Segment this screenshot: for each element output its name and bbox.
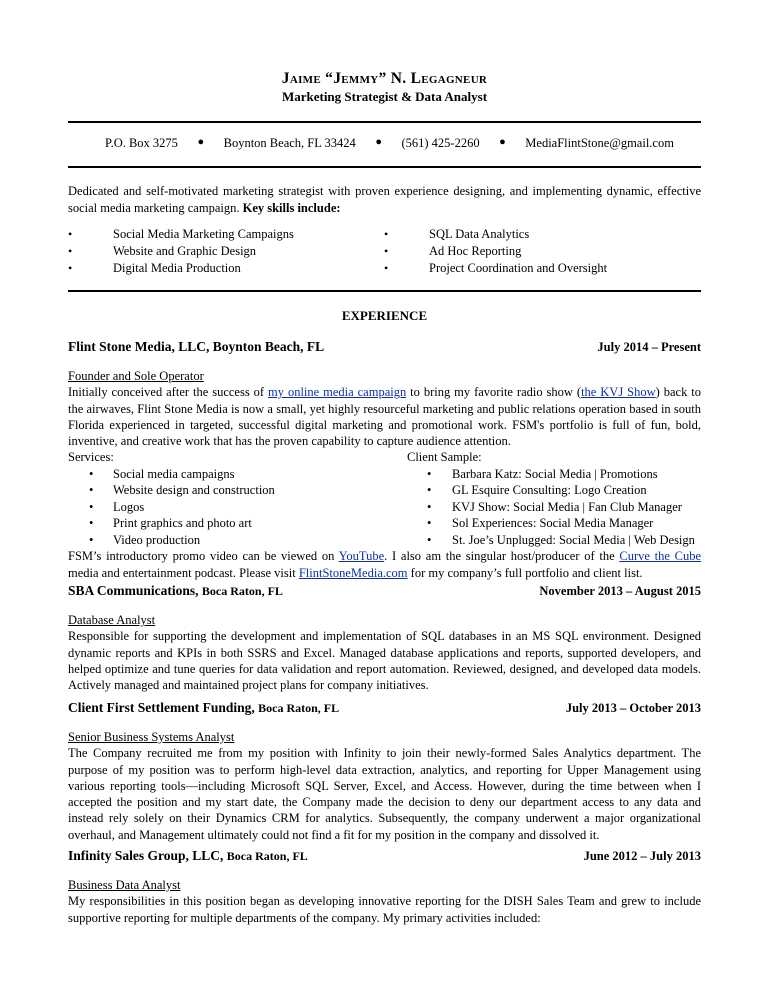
client-item: Sol Experiences: Social Media Manager — [452, 516, 654, 531]
company-name — [68, 583, 283, 599]
curve-the-cube-link[interactable]: Curve the Cube — [619, 549, 702, 564]
company-location: Boca Raton, FL — [201, 584, 283, 598]
contact-phone: (561) 425-2260 — [401, 136, 480, 150]
bullet: • — [384, 261, 389, 275]
youtube-link[interactable]: YouTube — [338, 549, 385, 564]
service-item: Social media campaigns — [113, 466, 235, 481]
clients-label: Client Sample: — [407, 450, 482, 465]
skills-rule — [68, 290, 701, 292]
text-run: FSM’s introductory promo video can be viewed on — [68, 549, 335, 564]
header-rule-top — [68, 121, 701, 123]
skill-item: Website and Graphic Design — [113, 244, 257, 258]
job-description: My responsibilities in this position began as developing innovative reporting for the DISH Sales Team and grew to include supportive reporting for multiple departments of the company. My primary activities included: — [68, 894, 701, 925]
header-rule-bottom — [68, 166, 701, 168]
job-role: Founder and Sole Operator — [68, 369, 204, 383]
job-header — [68, 339, 701, 357]
job-description: Responsible for supporting the development and implementation of SQL databases in an MS SQL environment. Designed dynamic reports and KPIs in both SSRS and Excel. Managed database applications and reports, supported developers, and helped optimize and tune queries for data validation and report automation. Reviewed, designed, and developed data models. Actively managed and maintained project plans for company initiatives. — [68, 629, 701, 693]
service-row: • Print graphics and photo art • Sol Experiences: Social Media Manager — [89, 516, 654, 531]
bullet: • — [384, 227, 389, 241]
client-item: GL Esquire Consulting: Logo Creation — [452, 483, 647, 498]
bullet: • — [384, 244, 389, 258]
services-header-row — [68, 449, 701, 466]
summary-paragraph — [68, 183, 701, 216]
skill-item: Digital Media Production — [113, 261, 241, 275]
summary-text: Dedicated and self-motivated marketing strategist with proven experience designing, and implementing dynamic, effective social media marketing campaign. — [68, 184, 701, 215]
separator-bullet: ● — [197, 136, 205, 148]
client-item: St. Joe’s Unplugged: Social Media | Web Design — [452, 532, 695, 547]
job-dates: July 2013 – October 2013 — [565, 701, 701, 715]
job-header — [68, 700, 701, 718]
job-dates: July 2014 – Present — [597, 340, 701, 354]
job-sba-communications — [68, 583, 701, 693]
candidate-name: Jaime “Jemmy” N. Legagneur — [281, 70, 488, 87]
service-row: • Website design and construction • GL Esquire Consulting: Logo Creation — [89, 483, 647, 498]
contact-city: Boynton Beach, FL 33424 — [223, 136, 356, 150]
skill-item: Ad Hoc Reporting — [429, 244, 522, 258]
client-item: KVJ Show: Social Media | Fan Club Manager — [452, 499, 682, 514]
services-label: Services: — [68, 450, 114, 465]
bullet: • — [68, 227, 73, 241]
job-header — [68, 848, 701, 866]
service-item: Logos — [113, 499, 145, 514]
client-item: Barbara Katz: Social Media | Promotions — [452, 466, 658, 481]
skill-item: Social Media Marketing Campaigns — [113, 227, 294, 241]
text-run: media and entertainment podcast. Please visit — [68, 565, 296, 580]
job-footer-text — [68, 548, 701, 581]
job-infinity-sales — [68, 848, 701, 926]
job-header — [68, 583, 701, 601]
text-run: Initially conceived after the success of — [68, 385, 265, 400]
separator-bullet: ● — [499, 136, 506, 148]
job-flint-stone-media — [68, 339, 701, 581]
bullet: • — [68, 244, 73, 258]
contact-line — [68, 136, 701, 151]
media-campaign-link[interactable]: my online media campaign — [268, 385, 407, 400]
candidate-title: Marketing Strategist & Data Analyst — [281, 89, 488, 104]
text-run: for my company’s full portfolio and client list. — [410, 565, 643, 580]
text-run: to bring my favorite radio show ( — [410, 385, 582, 400]
flintstonemedia-link[interactable]: FlintStoneMedia.com — [298, 565, 408, 580]
contact-po-box: P.O. Box 3275 — [105, 136, 178, 150]
job-description: The Company recruited me from my position with Infinity to join their newly-formed Sales Analytics department. The purpose of my position was to perform high-level data extraction, analytics, and reporting for Upper Management using various reporting tools—including Microsoft SQL Server, Excel, and Access. However, during the time between when I accepted the position and my start date, the Company made the decision to deny our department access to any data and instead rely solely on their Dynamics CRM for analytics. Subsequently, the company underwent a major organizational overhaul, and Management ultimately could not find a fit for my position in the company and dissolved it. — [68, 746, 701, 842]
service-item: Print graphics and photo art — [113, 516, 252, 531]
job-description — [68, 384, 701, 449]
job-role: Business Data Analyst — [68, 878, 181, 892]
company-location: Boca Raton, FL — [258, 701, 340, 715]
service-row: • Video production • St. Joe’s Unplugged: Social Media | Web Design — [89, 532, 695, 547]
skill-item: SQL Data Analytics — [429, 227, 530, 241]
job-dates: November 2013 – August 2015 — [539, 584, 701, 598]
job-client-first — [68, 700, 701, 843]
text-run: . I also am the singular host/producer of the — [384, 549, 615, 564]
skill-item: Project Coordination and Oversight — [429, 261, 608, 275]
job-role: Senior Business Systems Analyst — [68, 730, 235, 744]
job-role: Database Analyst — [68, 613, 156, 627]
service-item: Website design and construction — [113, 483, 275, 498]
kvj-show-link[interactable]: the KVJ Show — [581, 385, 656, 400]
company-title: SBA Communications, — [68, 583, 199, 598]
company-location: Boca Raton, FL — [226, 849, 308, 863]
text-run: ) back to the airwaves, Flint Stone Media is now a small, yet highly resourceful marketing and public relations operation based in south Florida experienced in targeted, successful digital marketing and promotional work. FSM's portfolio is full of fun, bold, inventive, and creative work that has the proven capability to capture audience attention. — [68, 385, 702, 449]
bullet: • — [68, 261, 73, 275]
company-name — [68, 700, 339, 716]
service-item: Video production — [113, 532, 201, 547]
experience-heading: EXPERIENCE — [341, 308, 428, 323]
company-name — [68, 848, 308, 864]
skills-label: Key skills include: — [242, 200, 341, 215]
company-title: Infinity Sales Group, LLC, — [68, 848, 224, 863]
service-row: • Logos • KVJ Show: Social Media | Fan Club Manager — [89, 499, 682, 514]
company-name: Flint Stone Media, LLC, Boynton Beach, FL — [68, 339, 325, 354]
separator-bullet: ● — [375, 136, 382, 148]
job-dates: June 2012 – July 2013 — [583, 849, 701, 863]
service-row: • Social media campaigns • Barbara Katz: Social Media | Promotions — [89, 466, 658, 481]
company-title: Client First Settlement Funding, — [68, 700, 255, 715]
contact-email[interactable]: MediaFlintStone@gmail.com — [525, 136, 674, 150]
